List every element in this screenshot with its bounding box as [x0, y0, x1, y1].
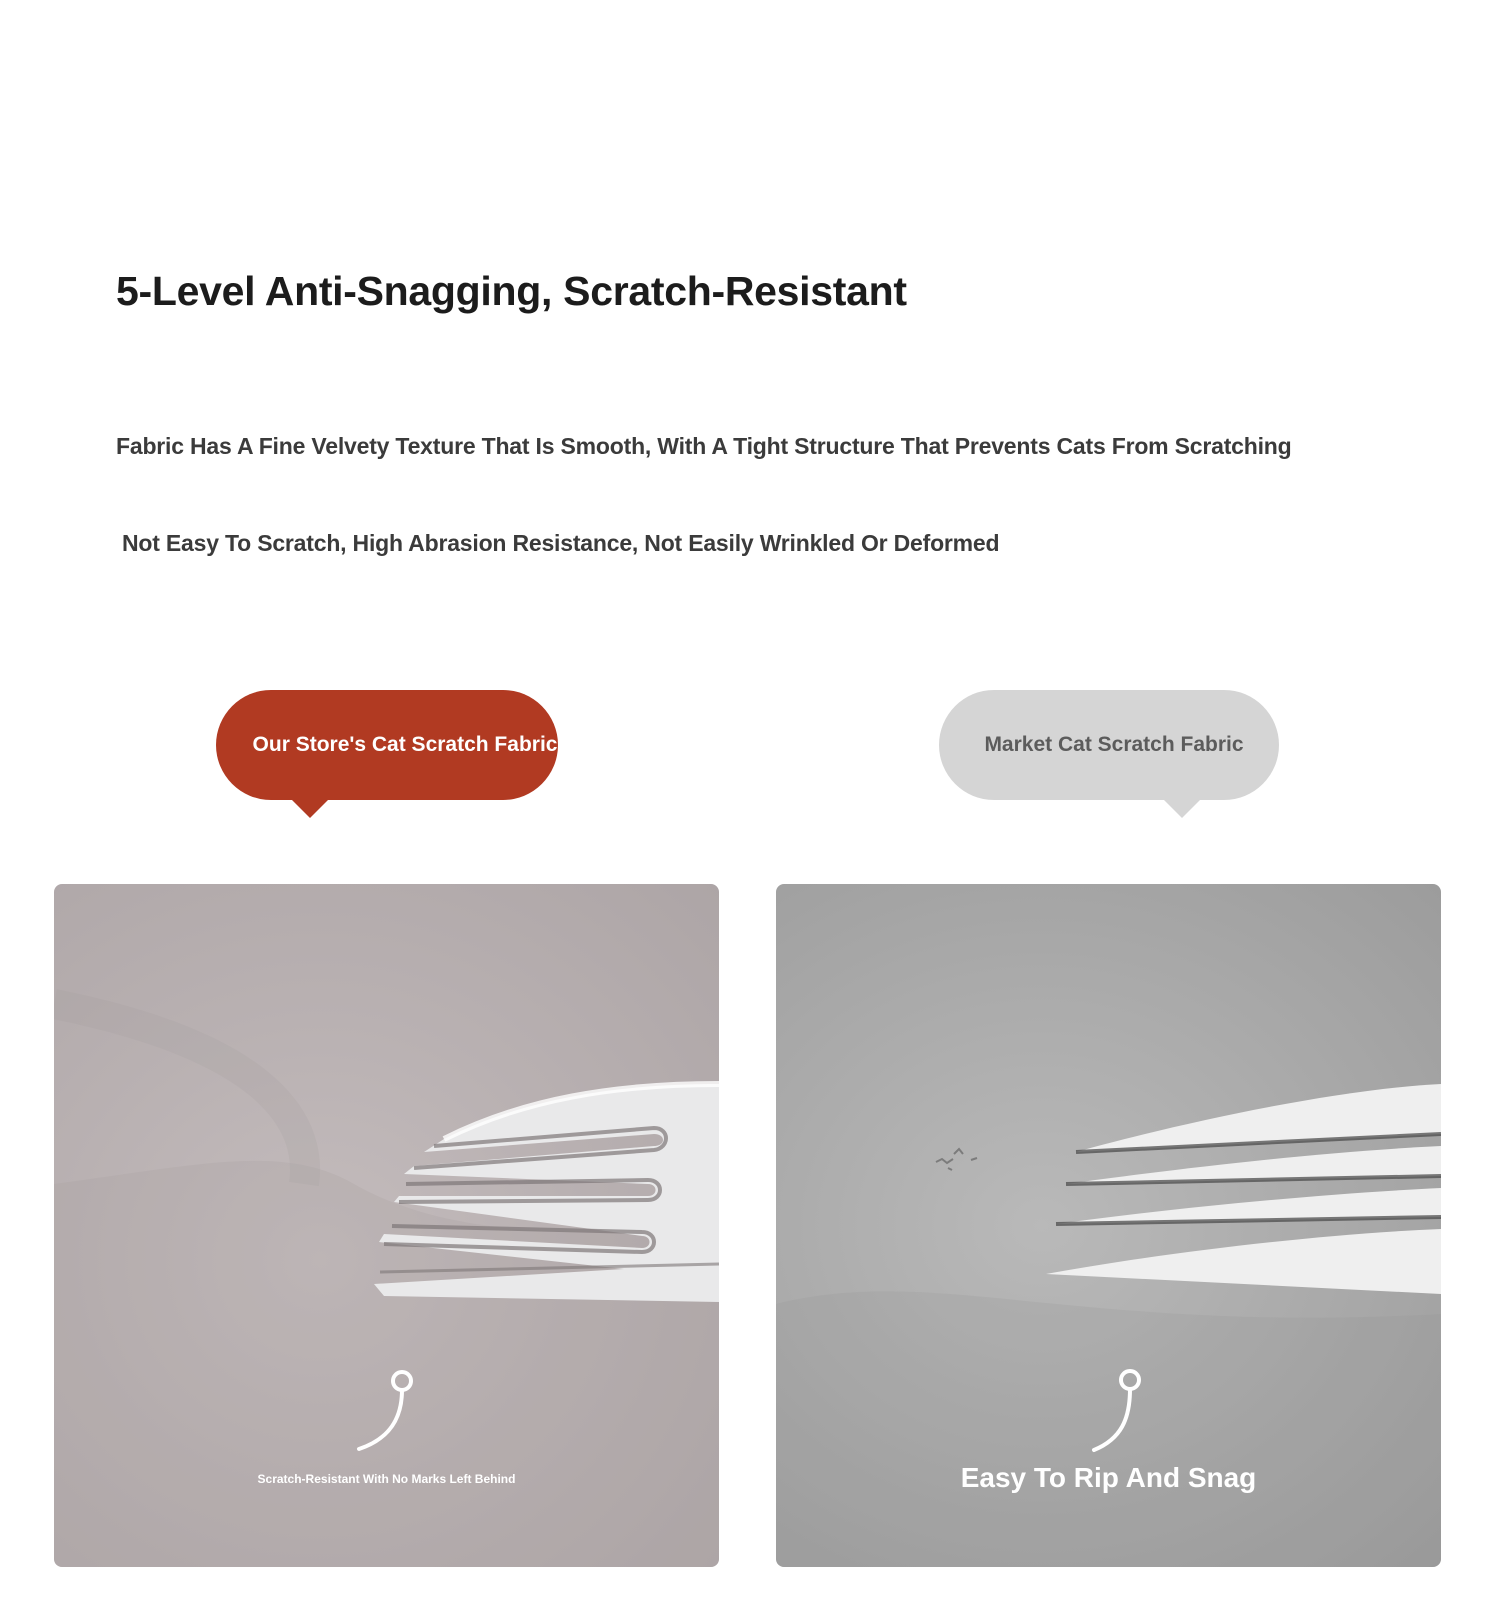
market-fabric-label-pointer: [1162, 798, 1202, 818]
fork-icon: [1046, 1084, 1441, 1294]
snag-marks: [936, 1149, 977, 1170]
market-fabric-label: [939, 690, 1279, 800]
feature-description: Fabric Has A Fine Velvety Texture That Is Smooth, With A Tight Structure That Prevents Cats From Scratching: [116, 433, 1292, 459]
our-fabric-label-text: Our Store's Cat Scratch Fabric: [252, 733, 558, 756]
our-fabric-caption: Scratch-Resistant With No Marks Left Behind: [257, 1472, 516, 1486]
market-fabric-photo: [776, 884, 1441, 1567]
market-fabric-label-text: Market Cat Scratch Fabric: [984, 733, 1244, 756]
market-fabric-caption: Easy To Rip And Snag: [960, 1462, 1257, 1493]
page-title: 5-Level Anti-Snagging, Scratch-Resistant: [116, 268, 907, 314]
feature-benefits: Not Easy To Scratch, High Abrasion Resistance, Not Easily Wrinkled Or Deformed: [122, 530, 1000, 556]
our-fabric-label-pointer: [290, 798, 330, 818]
fork-illustration: [54, 884, 719, 1567]
our-fabric-label: [216, 690, 558, 800]
our-fabric-photo: [54, 884, 719, 1567]
